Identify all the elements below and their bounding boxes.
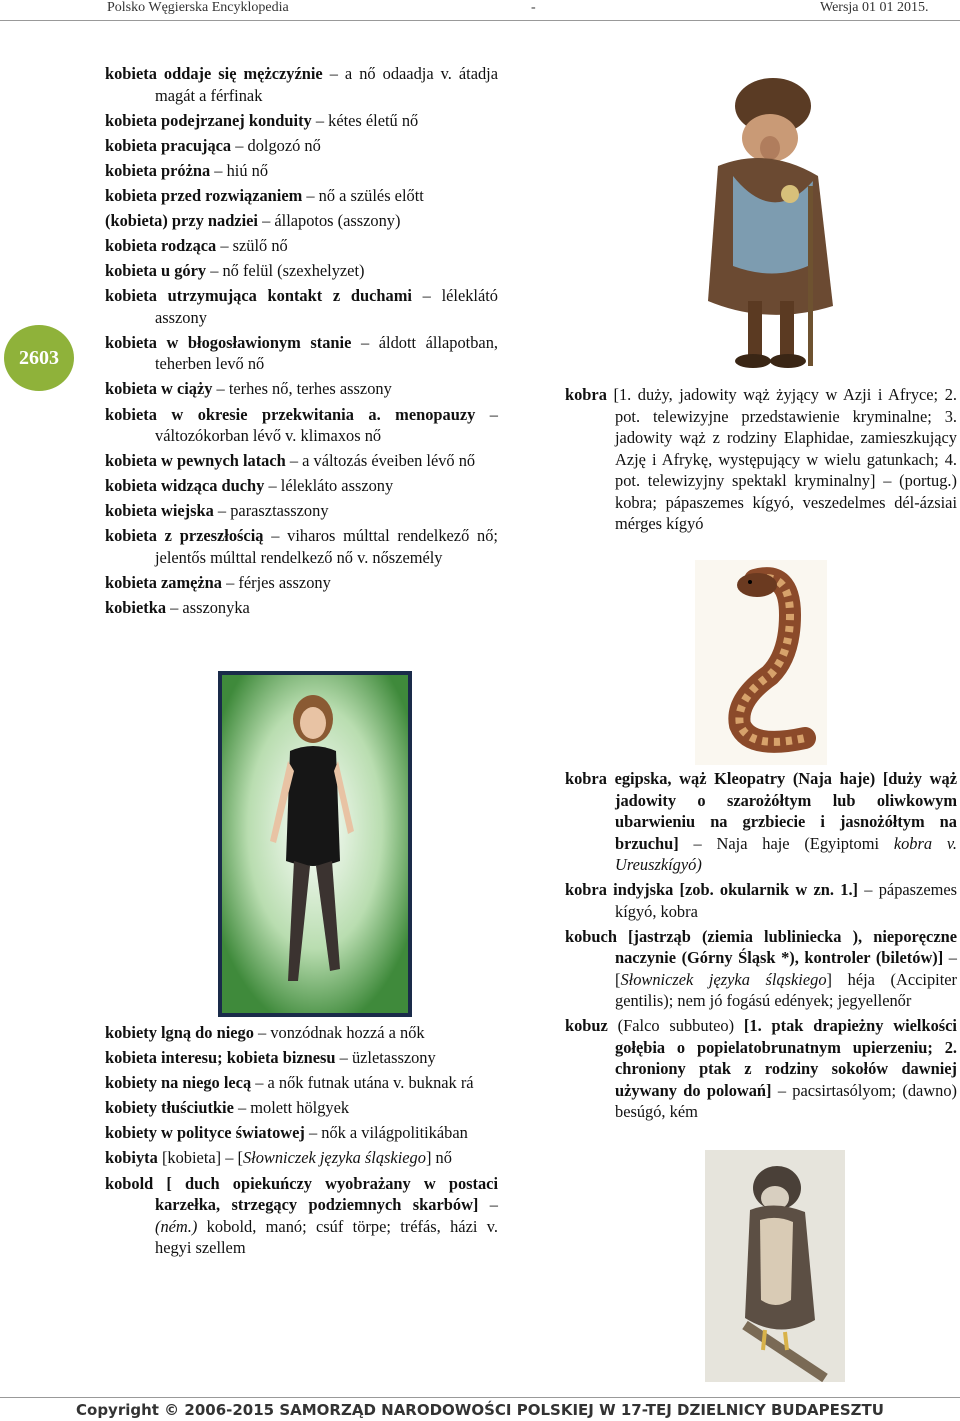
- entry-headword: kobieta pracująca: [105, 135, 232, 155]
- entry-translation: – kétes életű nő: [311, 110, 419, 130]
- dictionary-entry: [105, 1122, 498, 1144]
- entry-translation: – viharos múlttal rendelkező nő; jelentős múlttal rendelkező nő v. nőszemély: [155, 526, 498, 567]
- entry-translation: – nő a szülés előtt: [302, 185, 424, 205]
- entry-headword: kobieta w błogosławionym stanie: [105, 332, 352, 352]
- entry-translation: – léleklátó asszony: [155, 286, 498, 327]
- entry-translation: – hiú nő: [210, 160, 269, 180]
- entry-translation: ] héja (Accipiter gentilis); nem jó fogású edények; jegyellenőr: [615, 969, 957, 1011]
- entry-translation: ] nő: [425, 1148, 452, 1168]
- dictionary-entry: [105, 63, 498, 106]
- entry-translation: (Falco subbuteo): [607, 1016, 744, 1036]
- dictionary-entry: [105, 332, 498, 375]
- dictionary-entry: [565, 768, 957, 876]
- right-column-entries: [565, 384, 957, 538]
- entry-headword: kobiety lgną do niego: [105, 1023, 254, 1042]
- entry-translation: – állapotos (asszony): [257, 210, 401, 230]
- entry-translation: – molett hölgyek: [233, 1098, 350, 1118]
- entry-translation: – szülő nő: [216, 236, 288, 256]
- entry-translation: – pápaszemes kígyó, kobra: [615, 880, 957, 921]
- dictionary-entry: [105, 378, 498, 400]
- dictionary-entry: [565, 926, 957, 1012]
- dictionary-entry: [105, 475, 498, 497]
- dictionary-entry: [105, 525, 498, 568]
- entry-headword: kobieta w ciąży: [105, 379, 213, 399]
- entry-headword: kobra indyjska [zob. okularnik w zn. 1.]: [565, 880, 859, 900]
- entry-headword: [1. ptak drapieżny wielkości gołębia o popielatobrunatnym upierzeniu; 2. chroniony ptak z rodziny sokołów dawniej używany do polowań]: [615, 1016, 957, 1100]
- footer-divider: [0, 1397, 960, 1398]
- entry-translation: kobold, manó; csúf törpe; tréfás, házi v. hegyi szellem: [155, 1216, 498, 1258]
- entry-translation: – üzletasszony: [335, 1048, 436, 1068]
- right-column-entries-2: [565, 768, 957, 1126]
- dictionary-entry: [105, 285, 498, 328]
- entry-translation: – Naja haje (Egyiptomi: [678, 833, 894, 853]
- header-title: Polsko Węgierska Encyklopedia: [107, 0, 289, 15]
- entry-headword: kobiety na niego lecą: [105, 1073, 252, 1093]
- entry-headword: kobieta podejrzanej konduity: [105, 110, 312, 130]
- entry-headword: kobieta u góry: [105, 261, 207, 281]
- entry-translation: – terhes nő, terhes asszony: [212, 379, 392, 399]
- entry-headword: kobieta przed rozwiązaniem: [105, 185, 303, 205]
- entry-translation: – dolgozó nő: [231, 135, 321, 155]
- entry-headword: kobieta interesu; kobieta biznesu: [105, 1048, 336, 1068]
- left-column-entries: [105, 63, 498, 622]
- dictionary-entry: [105, 500, 498, 522]
- entry-translation: – nő felül (szexhelyzet): [206, 261, 365, 281]
- entry-headword: kobuch [jastrząb (ziemia lubliniecka ), nieporęczne naczynie (Górny Śląsk *), kontroler (biletów)]: [565, 926, 957, 968]
- dictionary-entry: [105, 597, 498, 619]
- entry-translation: – a változás éveiben lévő nő: [285, 451, 476, 471]
- entry-translation: – pacsirtasólyom; (dawno) besúgó, kém: [615, 1080, 958, 1122]
- woman-photo-image: [218, 671, 412, 1017]
- dictionary-entry: [105, 135, 498, 157]
- dictionary-entry: [105, 1097, 498, 1119]
- entry-translation: – asszonyka: [166, 598, 250, 618]
- entry-italic: Słowniczek języka śląskiego: [242, 1148, 426, 1168]
- entry-italic: (ném.): [155, 1216, 198, 1236]
- page-footer: Copyright © 2006-2015 SAMORZĄD NARODOWOŚCI POLSKIEJ W 17-TEJ DZIELNICY BUDAPESZTU: [76, 1401, 884, 1419]
- entry-headword: (kobieta) przy nadziei: [105, 210, 258, 230]
- dictionary-entry: [565, 879, 957, 922]
- dictionary-entry: [565, 1015, 957, 1123]
- dictionary-entry: [105, 185, 498, 207]
- page-header: [0, 0, 960, 18]
- dictionary-entry: [105, 210, 498, 232]
- dictionary-entry: [105, 450, 498, 472]
- entry-translation: [kobieta] – [: [157, 1148, 243, 1168]
- dictionary-entry: [105, 1173, 498, 1259]
- entry-headword: kobieta wiejska: [105, 501, 214, 521]
- entry-headword: kobieta w pewnych latach: [105, 451, 286, 471]
- entry-translation: – változókorban lévő v. klimaxos nő: [155, 404, 499, 446]
- cobra-illustration-image: [695, 560, 827, 765]
- entry-headword: kobieta rodząca: [105, 236, 217, 256]
- entry-italic: Słowniczek języka śląskiego: [620, 969, 827, 989]
- entry-translation: – a nők futnak utána v. buknak rá: [251, 1073, 474, 1093]
- entry-headword: kobietka: [105, 598, 167, 618]
- entry-headword: kobieta utrzymująca kontakt z duchami: [105, 286, 412, 306]
- dictionary-entry: [105, 404, 498, 447]
- dictionary-entry: [105, 110, 498, 132]
- header-version: Wersja 01 01 2015.: [820, 0, 929, 15]
- header-divider: [0, 20, 960, 21]
- entry-translation: – a nő odaadja v. átadja magát a férfinak: [155, 64, 498, 105]
- entry-translation: – [: [615, 948, 957, 989]
- header-dash: -: [531, 0, 536, 15]
- entry-headword: kobieta próżna: [105, 160, 211, 180]
- entry-translation: – lélekláto asszony: [264, 476, 394, 496]
- entry-headword: kobieta z przeszłością: [105, 526, 264, 546]
- entry-headword: kobra egipska, wąż Kleopatry (Naja haje) [duży wąż jadowity o szarożółtym lub oliwkowym ubarwieniu na grzbiecie i jasnożółtym na brzuchu]: [565, 769, 957, 853]
- dictionary-entry: [105, 160, 498, 182]
- entry-headword: kobieta zamężna: [105, 573, 222, 592]
- entry-translation: – férjes asszony: [222, 573, 331, 592]
- troll-figurine-image: [688, 66, 848, 376]
- entry-headword: kobieta widząca duchy: [105, 476, 265, 496]
- entry-translation: – áldott állapotban, teherben levő nő: [155, 332, 499, 374]
- left-column-entries-2: [105, 1022, 498, 1262]
- entry-headword: kobold [ duch opiekuńczy wyobrażany w postaci karzełka, strzegący podziemnych skarbów]: [105, 1173, 498, 1215]
- entry-headword: kobra: [565, 385, 607, 404]
- dictionary-entry: [105, 1147, 498, 1169]
- dictionary-entry: [565, 384, 957, 535]
- entry-headword: kobieta w okresie przekwitania a. menopauzy: [105, 404, 476, 424]
- entry-headword: kobiety tłuściutkie: [105, 1098, 234, 1118]
- entry-headword: kobiety w polityce światowej: [105, 1123, 305, 1143]
- entry-italic: kobra v. Ureuszkígyó): [615, 833, 957, 874]
- dictionary-entry: [105, 260, 498, 282]
- dictionary-entry: [105, 1047, 498, 1069]
- entry-translation: – parasztasszony: [213, 501, 329, 521]
- entry-headword: kobuz: [565, 1016, 608, 1036]
- dictionary-entry: [105, 1022, 498, 1044]
- dictionary-entry: [105, 1072, 498, 1094]
- entry-translation: – vonzódnak hozzá a nők: [253, 1023, 425, 1042]
- dictionary-entry: [105, 235, 498, 257]
- falcon-photo-image: [705, 1150, 845, 1382]
- dictionary-entry: [105, 572, 498, 594]
- entry-translation: – nők a világpolitikában: [304, 1123, 468, 1143]
- entry-translation: –: [478, 1195, 498, 1215]
- entry-headword: kobiyta: [105, 1148, 158, 1168]
- page-number-badge: 2603: [4, 325, 74, 391]
- entry-translation: [1. duży, jadowity wąż żyjący w Azji i Afryce; 2. pot. telewizyjne przedstawienie kryminalne; 3. jadowity wąż z rodziny Elaphidae, zamieszkujący Azję i Afrykę, występujący w wielu gatunkach; 4. pot. telewizyjny spektakl kryminalny] – (portug.) kobra; pápaszemes kígyó, veszedelmes dél-ázsiai mérges kígyó: [606, 385, 957, 533]
- entry-headword: kobieta oddaje się mężczyźnie: [105, 64, 323, 83]
